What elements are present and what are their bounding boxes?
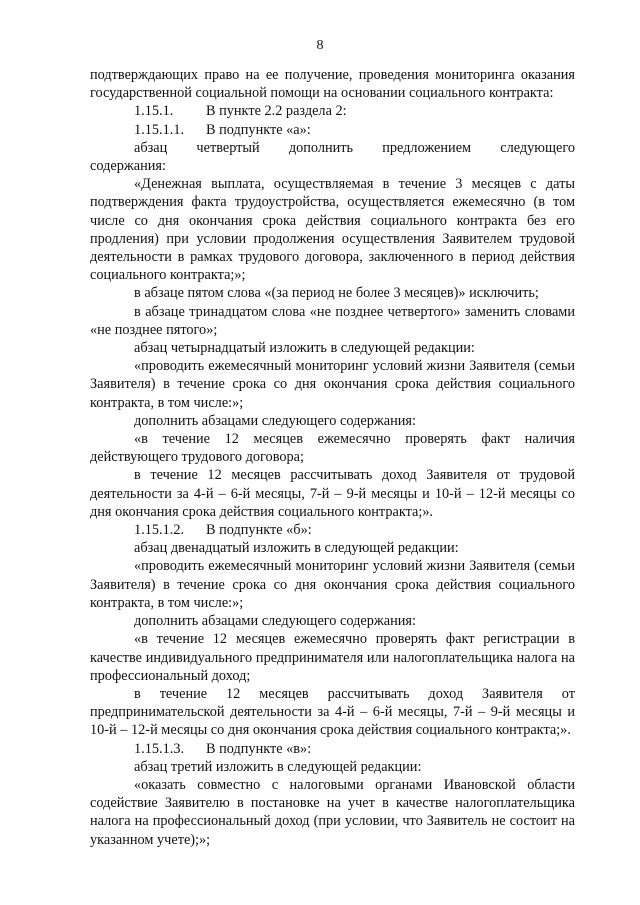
word: от bbox=[561, 685, 575, 702]
word: абзац bbox=[134, 139, 168, 156]
page-number: 8 bbox=[316, 38, 324, 53]
subsection-title: В пункте 2.2 раздела 2: bbox=[206, 103, 347, 120]
word: 12 bbox=[226, 685, 241, 702]
spread-line bbox=[90, 139, 575, 157]
word: Заявителя bbox=[482, 685, 543, 702]
subsection-heading bbox=[90, 521, 575, 539]
quoted-paragraph: «проводить ежемесячный мониторинг условий жизни Заявителя (семьи Заявителя) в течение срока со дня окончания срока действия социального контракта, в том числе:»; bbox=[90, 358, 575, 411]
paragraph-end: предпринимательской деятельности за 4-й – 6-й месяцы, 7-й – 9-й месяцы и 10-й – 12-й месяцы со дня окончания срока действия социального контракта;». bbox=[90, 704, 575, 739]
paragraph-end: содержания: bbox=[90, 158, 166, 175]
paragraph: подтверждающих право на ее получение, проведения мониторинга оказания государственной социальной помощи на основании социального контракта: bbox=[90, 67, 575, 102]
word: предложением bbox=[382, 139, 472, 156]
subsection-number: 1.15.1. bbox=[134, 103, 174, 120]
paragraph: в абзаце тринадцатом слова «не позднее четвертого» заменить словами «не позднее пятого»; bbox=[90, 303, 575, 338]
quoted-paragraph: в течение 12 месяцев рассчитывать доход Заявителя от трудовой деятельности за 4-й – 6-й месяцы, 7-й – 9-й месяцы и 10-й – 12-й месяцы со дня окончания срока действия социального контракта;». bbox=[90, 467, 575, 520]
subsection-number: 1.15.1.1. bbox=[134, 121, 185, 138]
word: течение bbox=[159, 685, 208, 702]
word: в bbox=[134, 685, 141, 702]
subsection-heading bbox=[90, 102, 575, 120]
subsection-number: 1.15.1.2. bbox=[134, 522, 185, 539]
quoted-paragraph: «в течение 12 месяцев ежемесячно проверять факт регистрации в качестве индивидуального предпринимателя или налогоплательщика налога на профессиональный доход; bbox=[90, 631, 575, 684]
word: следующего bbox=[500, 139, 575, 156]
paragraph: абзац двенадцатый изложить в следующей редакции: bbox=[134, 540, 459, 557]
quoted-paragraph: «проводить ежемесячный мониторинг условий жизни Заявителя (семьи Заявителя) в течение срока со дня окончания срока действия социального контракта, в том числе:»; bbox=[90, 558, 575, 611]
subsection-title: В подпункте «а»: bbox=[206, 121, 311, 138]
word: дополнить bbox=[288, 139, 354, 156]
paragraph-spread bbox=[90, 685, 575, 740]
quoted-paragraph: «Денежная выплата, осуществляемая в течение 3 месяцев с даты подтверждения факта трудоустройства, осуществляется ежемесячно (в том числе со дня окончания срока действия социального контракта без его продления) при условии продолжения осуществления Заявителем трудовой деятельности в рамках трудового договора, заключенного в период действия социального контракта;»; bbox=[90, 176, 575, 284]
word: доход bbox=[428, 685, 464, 702]
word: рассчитывать bbox=[327, 685, 410, 702]
subsection-heading bbox=[90, 121, 575, 139]
word: четвертый bbox=[196, 139, 260, 156]
paragraph: абзац третий изложить в следующей редакции: bbox=[134, 758, 422, 775]
subsection-title: В подпункте «б»: bbox=[206, 522, 312, 539]
subsection-number: 1.15.1.3. bbox=[134, 740, 185, 757]
paragraph: дополнить абзацами следующего содержания: bbox=[134, 613, 416, 630]
spread-line bbox=[90, 685, 575, 703]
word: месяцев bbox=[259, 685, 309, 702]
paragraph: дополнить абзацами следующего содержания: bbox=[134, 412, 416, 429]
subsection-heading bbox=[90, 740, 575, 758]
paragraph: в абзаце пятом слова «(за период не более 3 месяцев)» исключить; bbox=[134, 285, 539, 302]
paragraph-spread bbox=[90, 139, 575, 175]
quoted-paragraph: «в течение 12 месяцев ежемесячно проверять факт наличия действующего трудового договора; bbox=[90, 431, 575, 466]
subsection-title: В подпункте «в»: bbox=[206, 740, 312, 757]
quoted-paragraph: «оказать совместно с налоговыми органами Ивановской области содействие Заявителю в постановке на учет в качестве налогоплательщика налога на профессиональный доход (при условии, что Заявитель не состоит на указанном учете);»; bbox=[90, 776, 575, 848]
paragraph: абзац четырнадцатый изложить в следующей редакции: bbox=[134, 340, 475, 357]
document-body bbox=[90, 66, 575, 849]
